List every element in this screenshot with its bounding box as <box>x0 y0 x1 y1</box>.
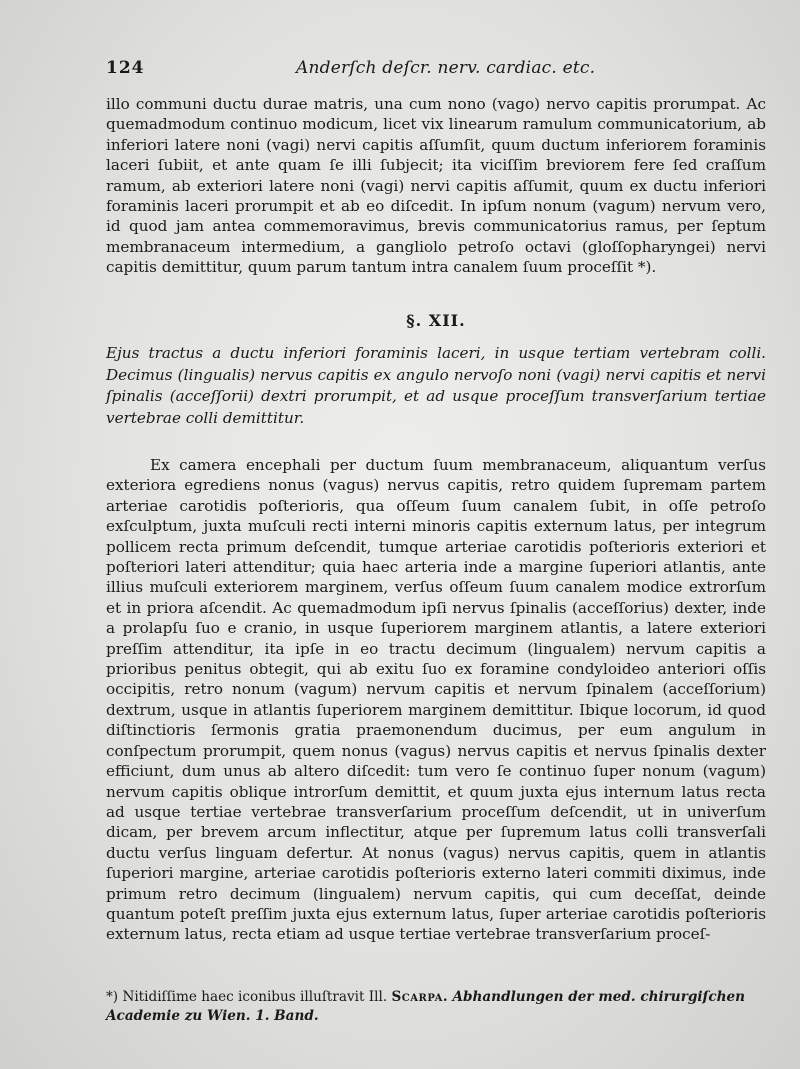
footnote-author: Scarpa. <box>391 989 449 1005</box>
page-header <box>106 58 766 86</box>
footnote-marker: *) <box>106 989 119 1005</box>
footnote-text: Nitidiſſime haec iconibus illuſtravit Ill. <box>122 989 388 1005</box>
page-number: 124 <box>106 58 145 78</box>
section-summary: Ejus tractus a ductu inferiori foraminis laceri, in usque tertiam vertebram colli. Decimus (lingualis) nervus capitis ex angulo nervoſo noni (vagi) nervi capitis et nervi ſpinalis (acceſſorii) dextri prorumpit, et ad usque proceſſum transverſarium tertiae vertebrae colli demittitur. <box>106 344 766 427</box>
body-paragraph-continued: illo communi ductu durae matris, una cum nono (vago) nervo capitis prorumpat. Ac quemadmodum continuo modicum, licet vix linearum ramulum communicatorium, ab inferiori latere noni (vagi) nervi capitis aſſumſit, quum ductum inferiorem foraminis laceri ſubiit, et ante quam ſe illi ſubjecit; ita viciſſim breviorem fere ſed craſſum ramum, ab exteriori latere noni (vagi) nervi capitis aſſumit, quum ex ductu inferiori foraminis laceri prorumpit et ab eo diſcedit. In ipſum nonum (vagum) nervum vero, id quod jam antea commemoravimus, brevis communicatorius ramus, per ſeptum membranaceum intermedium, a gangliolo petroſo octavi (gloſſopharyngei) nervi capitis demittitur, quum parum tantum intra canalem ſuum proceſſit *). <box>106 95 766 277</box>
section-heading: §. XII. <box>406 311 466 330</box>
running-title: Anderſch deſcr. nerv. cardiac. etc. <box>296 58 596 78</box>
footnote <box>106 988 766 1026</box>
footnote-work: Abhandlungen der med. chirurgiſchen Academie zu Wien. 1. Band. <box>106 989 746 1024</box>
body-paragraph: Ex camera encephali per ductum ſuum membranaceum, aliquantum verſus exteriora egrediens nonus (vagus) nervus capitis, retro quidem ſupremam partem arteriae carotidis poſterioris, qua oſſeum ſuum canalem ſubit, in oſſe petroſo exſculptum, juxta muſculi recti interni minoris capitis externum latus, per integrum pollicem recta primum deſcendit, tumque arteriae carotidis poſterioris exteriori et poſteriori lateri attenditur; quia haec arteria inde a margine ſuperiori atlantis, ante illius muſculi exteriorem marginem, verſus oſſeum ſuum canalem modice extrorſum et in priora aſcendit. Ac quemadmodum ipſi nervus ſpinalis (acceſſorius) dexter, inde a prolapſu ſuo e cranio, in usque ſuperiorem marginem atlantis, a latere exteriori preſſim attenditur, ita ipſe in eo tractu decimum (lingualem) nervum capitis a prioribus penitus obtegit, qui ab exitu ſuo ex foramine condyloideo anteriori oſſis occipitis, retro nonum (vagum) nervum capitis et nervum ſpinalem (acceſſorium) dextrum, usque in atlantis ſuperiorem marginem demittitur. Ibique locorum, id quod diſtinctioris ſermonis gratia praemonendum ducimus, per eum angulum in conſpectum prorumpit, quem nonus (vagus) nervus capitis et nervus ſpinalis dexter efficiunt, dum unus ab altero diſcedit: tum vero ſe continuo ſuper nonum (vagum) nervum capitis oblique introrſum demittit, et quum juxta ejus internum latus recta ad usque tertiae vertebrae transverſarium proceſſum deſcendit, ut in univerſum dicam, per brevem arcum inflectitur, atque per ſupremum latus colli transverſali ductu verſus linguam defertur. At nonus (vagus) nervus capitis, quem in atlantis ſuperiori margine, arteriae carotidis poſterioris externo lateri commiti diximus, inde primum retro decimum (lingualem) nervum capitis, qui cum deceſſat, deinde quantum poteſt preſſim juxta ejus externum latus, ſuper arteriae carotidis poſterioris externum latus, recta etiam ad usque tertiae vertebrae transverſarium proceſ- <box>106 456 766 944</box>
